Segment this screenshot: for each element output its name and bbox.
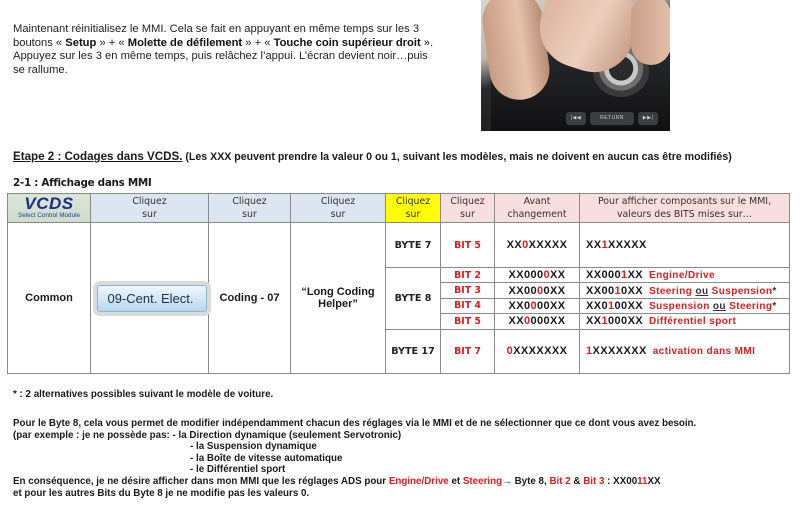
code-text: XXXXXXX xyxy=(592,345,647,358)
after-value xyxy=(580,314,790,329)
before-value xyxy=(495,283,580,298)
intro-paragraph xyxy=(13,23,473,77)
after-value xyxy=(580,329,790,373)
prev-button: |◀◀ xyxy=(566,112,586,125)
component-desc xyxy=(649,301,777,312)
etape-heading xyxy=(13,150,732,163)
code-text: XXXXX xyxy=(608,239,647,251)
text: boutons « xyxy=(13,36,66,49)
mmi-photo xyxy=(481,0,670,131)
desc-ou: ou xyxy=(695,285,709,297)
header-cell xyxy=(91,194,209,223)
after-value xyxy=(580,268,790,283)
notes-block xyxy=(13,418,696,499)
before-value xyxy=(495,223,580,268)
header-text: sur xyxy=(405,209,421,220)
bit-cell: BIT 7 xyxy=(441,329,495,373)
helper-text: Helper” xyxy=(318,298,358,311)
code-text: 000XX xyxy=(530,315,566,328)
vcds-subtitle: Select Control Module xyxy=(18,212,80,219)
etape-note: (Les XXX peuvent prendre la valeur 0 ou 1, suivant les modèles, mais ne doivent en aucun cas être modifiés) xyxy=(182,151,732,163)
header-text: Cliquez xyxy=(450,196,485,207)
setup-label: Setup xyxy=(65,36,97,49)
header-text: Cliquez xyxy=(132,196,167,207)
header-text: sur xyxy=(242,209,257,220)
text: » + « xyxy=(242,36,274,49)
header-text: Cliquez xyxy=(232,196,267,207)
code-text: XX xyxy=(586,239,602,251)
intro-line-2 xyxy=(13,37,473,51)
notes-conclusion-1 xyxy=(13,476,696,488)
touche-label: Touche coin supérieur droit xyxy=(273,36,421,49)
code-text: XX xyxy=(508,315,524,328)
bit-cell: BIT 5 xyxy=(441,223,495,268)
header-text: valeurs des BITS mises sur… xyxy=(616,209,753,220)
code-text: XX0 xyxy=(508,299,531,312)
header-cell xyxy=(209,194,291,223)
intro-line-1: Maintenant réinitialisez le MMI. Cela se fait en appuyant en même temps sur les 3 xyxy=(13,23,420,35)
header-text: Cliquez xyxy=(395,196,431,207)
common-cell: Common xyxy=(8,223,91,374)
code-text: 00XX xyxy=(614,299,644,312)
before-value xyxy=(495,298,580,313)
helper-cell xyxy=(291,223,386,374)
header-text: sur xyxy=(142,209,157,220)
code-text: XX xyxy=(647,475,661,487)
desc-text: Suspension xyxy=(649,300,710,312)
table-row xyxy=(8,223,790,268)
coding-cell: Coding - 07 xyxy=(209,223,291,374)
code-highlight: 11 xyxy=(637,475,648,487)
etape-title: Etape 2 : Codages dans VCDS. xyxy=(13,150,183,163)
code-text: XX0 xyxy=(586,299,608,312)
component-desc: Différentiel sport xyxy=(649,316,737,328)
text: En conséquence, je ne désire afficher dans mon MMI que les réglages ADS pour xyxy=(13,475,389,487)
code-highlight: 0 xyxy=(523,315,531,328)
header-cell xyxy=(580,194,790,223)
component-desc: activation dans MMI xyxy=(652,346,756,358)
byte-cell: BYTE 17 xyxy=(386,329,441,373)
before-value xyxy=(495,268,580,283)
text: ». xyxy=(420,36,434,49)
notes-list-item: - la Boîte de vitesse automatique xyxy=(190,452,343,464)
bit-cell: BIT 4 xyxy=(441,298,495,313)
steering-label: Steering xyxy=(462,475,503,487)
desc-text: Suspension xyxy=(711,285,773,297)
intro-line-4: se rallume. xyxy=(13,63,68,76)
arrow-icon: → Byte 8, xyxy=(502,475,550,487)
code-text: XX xyxy=(627,269,644,282)
vcds-header xyxy=(8,194,91,223)
header-cell xyxy=(495,194,580,223)
code-highlight: 1 xyxy=(586,345,593,358)
text: & xyxy=(570,475,584,487)
byte-cell: BYTE 7 xyxy=(386,223,441,268)
code-highlight: 0 xyxy=(543,269,551,282)
code-highlight: 0 xyxy=(506,345,514,358)
code-highlight: 1 xyxy=(608,299,615,312)
desc-ou: ou xyxy=(712,300,726,312)
code-highlight: 1 xyxy=(621,269,628,282)
mmi-button-row xyxy=(566,112,658,125)
bit-cell: BIT 5 xyxy=(441,314,495,329)
asterisk: * xyxy=(772,285,777,297)
bit-cell: BIT 3 xyxy=(441,283,495,298)
after-value xyxy=(580,298,790,313)
notes-conclusion-2: et pour les autres Bits du Byte 8 je ne modifie pas les valeurs 0. xyxy=(13,487,310,499)
spacer xyxy=(386,373,790,374)
code-text: 000XX xyxy=(608,315,644,328)
vcds-logo: VCDS xyxy=(24,194,74,213)
code-highlight: 0 xyxy=(536,284,544,297)
asterisk: * xyxy=(772,300,777,312)
helper-text: “Long Coding xyxy=(301,285,375,298)
header-cell xyxy=(386,194,441,223)
header-text: changement xyxy=(507,209,567,220)
code-text: 00XX xyxy=(537,299,566,312)
header-text: Pour afficher composants sur le MMI, xyxy=(597,196,772,207)
code-text: XX000 xyxy=(586,269,622,282)
text: et xyxy=(448,475,463,487)
before-value xyxy=(495,314,580,329)
code-highlight: 0 xyxy=(530,299,537,312)
header-text: Cliquez xyxy=(320,196,356,207)
code-text: XX xyxy=(550,269,566,282)
desc-text: Steering xyxy=(649,285,693,297)
module-button[interactable]: 09-Cent. Elect. xyxy=(97,285,207,312)
code-text: XX xyxy=(586,315,602,328)
code-highlight: 1 xyxy=(601,239,609,251)
component-desc xyxy=(649,286,777,297)
code-text: XX000 xyxy=(508,269,544,282)
header-cell xyxy=(441,194,495,223)
after-value xyxy=(580,283,790,298)
section-title: 2-1 : Affichage dans MMI xyxy=(13,177,152,189)
molette-label: Molette de défilement xyxy=(127,36,243,49)
header-text: sur xyxy=(460,209,475,220)
code-highlight: 1 xyxy=(614,284,622,297)
code-highlight: 0 xyxy=(522,239,529,251)
finger xyxy=(631,0,670,65)
module-cell xyxy=(91,223,209,374)
before-value xyxy=(495,329,580,373)
notes-p1: Pour le Byte 8, cela vous permet de modifier indépendamment chacun des réglages via le MMI et de ne sélectionner que ce dont vous avez besoin. xyxy=(13,418,697,429)
text: : xyxy=(604,475,614,487)
code-text: XXXXXXX xyxy=(513,345,568,358)
code-text: XX xyxy=(506,239,523,251)
header-text: Avant xyxy=(523,196,551,207)
footnote-star: * : 2 alternatives possibles suivant le modèle de voiture. xyxy=(13,389,274,400)
code-text: XX00 xyxy=(613,475,638,487)
engine-drive-label: Engine/Drive xyxy=(388,475,449,487)
desc-text: Steering xyxy=(729,300,773,312)
code-text: 0XX xyxy=(543,284,566,297)
notes-list-item: - la Suspension dynamique xyxy=(190,441,317,453)
header-text: sur xyxy=(330,209,346,220)
coding-table xyxy=(7,193,790,374)
code-text: XX00 xyxy=(508,284,537,297)
byte-cell: BYTE 8 xyxy=(386,268,441,330)
notes-list-item: - le Différentiel sport xyxy=(190,464,286,476)
table-header-row xyxy=(8,194,790,223)
component-desc: Engine/Drive xyxy=(649,270,715,282)
text: » + « xyxy=(96,36,128,49)
code-text: XX00 xyxy=(586,284,615,297)
return-button: RETURN xyxy=(590,112,634,125)
code-highlight: 1 xyxy=(601,315,609,328)
code-text: XXXXX xyxy=(528,239,568,251)
notes-p2: (par exemple : je ne possède pas: - la Direction dynamique (seulement Servotronic) xyxy=(13,429,402,441)
intro-line-3: Appuyez sur les 3 en même temps, puis relâchez l’appui. L’écran devient noir…puis xyxy=(13,50,428,63)
header-cell xyxy=(291,194,386,223)
bit2-label: Bit 2 xyxy=(549,475,571,487)
code-text: 0XX xyxy=(621,284,644,297)
after-value xyxy=(580,223,790,268)
next-button: ▶▶| xyxy=(638,112,658,125)
bit3-label: Bit 3 xyxy=(583,475,605,487)
bit-cell: BIT 2 xyxy=(441,268,495,283)
